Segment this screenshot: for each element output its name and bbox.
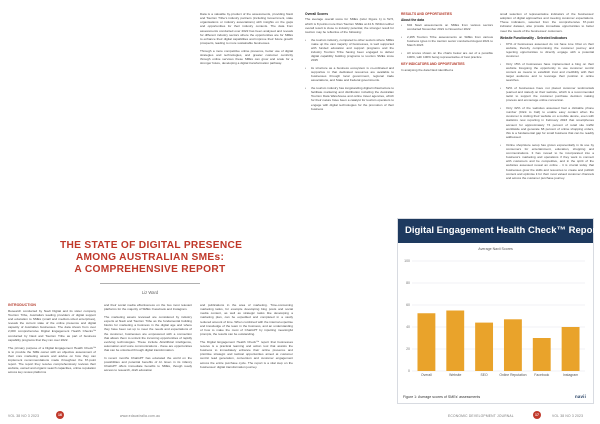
bar-chart bbox=[398, 255, 593, 385]
chart-bar bbox=[562, 327, 580, 371]
navii-logo: navii bbox=[574, 394, 586, 399]
list-item: • 2,265 Tourism Tribe assessments on SMEs from various business types in the tourism sector conducted August 2021 to March 2023 bbox=[401, 35, 493, 47]
paragraph: Through a more competitive online presence, better use of digital strategies and technologies, and greater customer centricity through online services these SMEs can grow and scale for a stronger future, developing a digital transformation pathway. bbox=[200, 48, 293, 66]
paragraph: small selection of representative indicators of the businesses' adoption of digital approaches and meeting customer expectations. These indicators, selected from the comprehensive 67-point indicator dataset, also provide immediate opportunities to better meet the needs of the businesses' customers. bbox=[500, 12, 594, 33]
chart-bar bbox=[504, 319, 522, 371]
title-line-3: A COMPREHENSIVE REPORT bbox=[74, 264, 226, 275]
x-tick-label: Online Reputation bbox=[499, 373, 527, 377]
figure-chart bbox=[397, 218, 600, 404]
paragraph: The primary purpose of a Digital Engagement Health Check™ is to provide the SME owner with an objective assessment of their core marketing assets and advise on how they can implement recommendations made throughout the 67-point report. The report they receive comprehensively reviews their website, owned and organic search capacities, online reputation across key review platforms bbox=[8, 345, 96, 375]
right-page bbox=[300, 0, 600, 424]
y-tick-label: 40 bbox=[406, 325, 410, 330]
list-item: • Only 32% of the websites assessed had a clickable phone number (Click to Call) to enable easy contact when the customer is visiting their website on a mobile device, even with statistics now reporting in February 2023 that smartphones account for approximately 74 percent of retail site traffic worldwide and generate 68 percent of online shopping orders, this is a fundamental gap for small business that can be readily addressed. bbox=[500, 106, 594, 139]
y-tick-label: 100 bbox=[404, 259, 410, 264]
footer-website-link[interactable]: www.edaustralia.com.au bbox=[120, 414, 161, 418]
page-number: 17 bbox=[533, 411, 541, 419]
page-number: 16 bbox=[56, 411, 64, 419]
list-item: • 97% of businesses assessed do not have Live Chat on their website, thereby compromising the customer journey and rejecting opportunities to directly engage with a potential customer. bbox=[500, 42, 594, 59]
footer-volume: VOL 38 NO 3 2023 bbox=[8, 414, 40, 418]
chart-subtitle: Average Navii Scores bbox=[478, 247, 513, 251]
text-column-1 bbox=[8, 303, 96, 378]
about-data-heading: About the data bbox=[401, 17, 425, 22]
list-item: • its structure as a business ecosystem is co-ordinated and supportive in that dedicated resources are available to businesses through local government, regional trade associations, and State and Federal governments. bbox=[305, 66, 394, 83]
paragraph: and their social media effectiveness on the two most relevant platforms for the majority of SMEs: Facebook and Instagram. bbox=[104, 303, 192, 312]
title-line-2: AMONG AUSTRALIAN SMEs: bbox=[75, 252, 225, 263]
chart-bars bbox=[417, 311, 579, 372]
chart-bar bbox=[417, 313, 435, 371]
chart-bar bbox=[446, 311, 464, 372]
chart-bar bbox=[533, 338, 551, 371]
figure-caption: Figure 1: Average scores of SMEs' assessments bbox=[403, 395, 481, 399]
list-item: • Only 15% of businesses have implemented a blog on their website foregoing the opportunity to use customer centric content as means to establish trust and credibility with their target audience and to leverage their position in online searches. bbox=[500, 62, 594, 83]
report-title bbox=[60, 240, 243, 276]
list-item: • 52% of businesses have not placed customer testimonials (earned and stated) on their website, which is a recommended tactic to support the customer purchase decision making process and encourage online conversion. bbox=[500, 86, 594, 103]
results-heading: RESULTS AND OPPORTUNITIES bbox=[401, 12, 452, 16]
y-tick-label: 20 bbox=[406, 347, 410, 352]
list-item: • the tourism industry has longstanding digital infrastructure to facilitate marketing and distribution including the Australian Tourism Data Warehouse and online travel agencies, which for their nature have been a catalyst for tourism operators to engage with digital technologies for the promotion of their business bbox=[305, 86, 394, 111]
chart-gridlines bbox=[412, 261, 585, 371]
list-item: • Online shop/store setup has grown exponentially in its use by consumers for entertainment, education, shopping and communications. It has moved to be incorporated into a business's marketing and operations if they want to connect with customers and be competitive, and in the spirit of the websites assessed reveal an online - it is crucial today that businesses grow the skills and resources to create and publish content and optimise it for their most valued customer channels and across the customer purchase journey. bbox=[500, 143, 594, 180]
intro-column-top bbox=[200, 12, 293, 69]
text-column-3 bbox=[200, 303, 293, 373]
y-tick-label: 60 bbox=[406, 303, 410, 308]
chart-bar bbox=[475, 323, 493, 371]
title-line-1: THE STATE OF DIGITAL PRESENCE bbox=[60, 240, 243, 251]
footer-journal-name: ECONOMIC DEVELOPMENT JOURNAL bbox=[448, 414, 514, 418]
list-item: • 602 Navii assessments on SMEs from various sectors conducted November 2021 to November 2022 bbox=[401, 23, 493, 31]
paragraph: The average overall score for SMEs (refer Figure 1) is 52.5, which is 8 points more than Tourism SMEs at 44.6. Whilst neither overall result is close to industry potential, the stronger result for tourism may be reflective of the following: bbox=[305, 17, 395, 34]
list-item: • All scores shown on the charts below are out of a possible 100%, with 100% being representative of best practice bbox=[401, 51, 493, 59]
list-item: • the tourism industry, compared to other sectors where SMEs make up the vast majority of businesses, is well supported with funded education and support programs and the industry Tourism Tribe having been engaged to deliver digital capability building programs to tourism SMEs since 2015 bbox=[305, 38, 394, 63]
divider bbox=[100, 283, 200, 284]
paragraph: The Digital Engagement Health Check™ report that businesses receive is a practical learning and action tool that assists the business to immediately enhance their online presence and prioritise strategic and tactical opportunities aimed at customer centric lead generation, conversion and customer engagement across the entire purchase cycle. The report is a vital step on the businesses' digital transformation journey. bbox=[200, 339, 293, 369]
y-tick-label: 0 bbox=[408, 369, 410, 374]
y-tick-label: 80 bbox=[406, 281, 410, 286]
x-tick-label: Instagram bbox=[563, 373, 579, 377]
chart-title: Digital Engagement Health Check™ Report bbox=[398, 219, 593, 243]
text-column-2 bbox=[401, 12, 493, 76]
bullet-list bbox=[500, 42, 594, 180]
paragraph: The marketing assets reviewed are considered by industry experts at Navii and Tourism Tribe as the fundamental building blocks for marketing a business in the digital age and where they have been set up to meet the needs and expectations of the customer, businesses are empowered with a connection that allows them to unlock the incoming opportunities of rapidly evolving technologies. These include AI/artificial intelligence, automation and voice communications - these are opportunities that can be unlocked through digital transformation. bbox=[104, 314, 192, 353]
x-tick-label: Website bbox=[449, 373, 462, 377]
x-tick-label: Facebook bbox=[534, 373, 550, 377]
paragraph: In recent months ChatGPT has educated the world on the possibilities and potential benefits of AI. Even in its infancy ChatGPT offers immediate benefits to SMEs, though ready access to research, draft education bbox=[104, 355, 192, 373]
text-column-2 bbox=[104, 303, 192, 376]
paragraph: In analysing the data Navii identified a bbox=[401, 67, 454, 72]
overall-scores-heading: Overall Scores bbox=[305, 12, 329, 16]
footer-volume: VOL 38 NO 3 2023 bbox=[552, 414, 584, 418]
paragraph: and publications in the area of marketing. Time-consuming marketing tasks, for example developing blog posts and social media content, as well as strategic tasks like developing a marketing plan, can be expedited and completed in a vastly reduced amount of time. When combined with the internal expertise and knowledge of the team in the business, and an understanding of how to make the most of ChatGPT by inputting meaningful prompts, the results can be outstanding. bbox=[200, 303, 293, 337]
bullet-list bbox=[401, 23, 493, 59]
author-name: Liz Ward bbox=[141, 290, 159, 295]
bullet-list bbox=[305, 38, 394, 111]
paragraph: Data is a valuable by-product of the assessments, providing Navii and Tourism Tribe's industry partners (including Government, state organisations or industry associations) with insights on the gaps and opportunities for their industry contexts. The data from assessments conducted over 2022 has been analysed and reveals for different industry sectors where the opportunities are for SMEs to enhance their digital capabilities and improve their future growth prospects, leading to more sustainable businesses. bbox=[200, 12, 293, 46]
paragraph: Research conducted by Navii Digital and its sister company Tourism Tribe, Australia's leading providers of digital support and education to SMEs (small and medium-sized enterprises), reveals the current state of the online presence and digital capacity of Australian businesses. The data shows from over 2,000 comprehensive Digital Engagement Health Checks™ conducted by Navii and Tourism Tribe as part of business capability programs that they ran over 2022. bbox=[8, 308, 96, 342]
x-tick-label: SEO bbox=[480, 373, 488, 377]
text-column-1 bbox=[305, 12, 394, 114]
intro-heading: INTRODUCTION bbox=[8, 303, 37, 307]
website-functionality-heading: Website Functionality - Selected Indicators bbox=[500, 36, 568, 41]
x-tick-label: Overall bbox=[421, 373, 432, 377]
key-indicators-heading: KEY INDICATORS AND OPPORTUNITIES bbox=[401, 62, 465, 67]
text-column-3 bbox=[500, 12, 594, 183]
